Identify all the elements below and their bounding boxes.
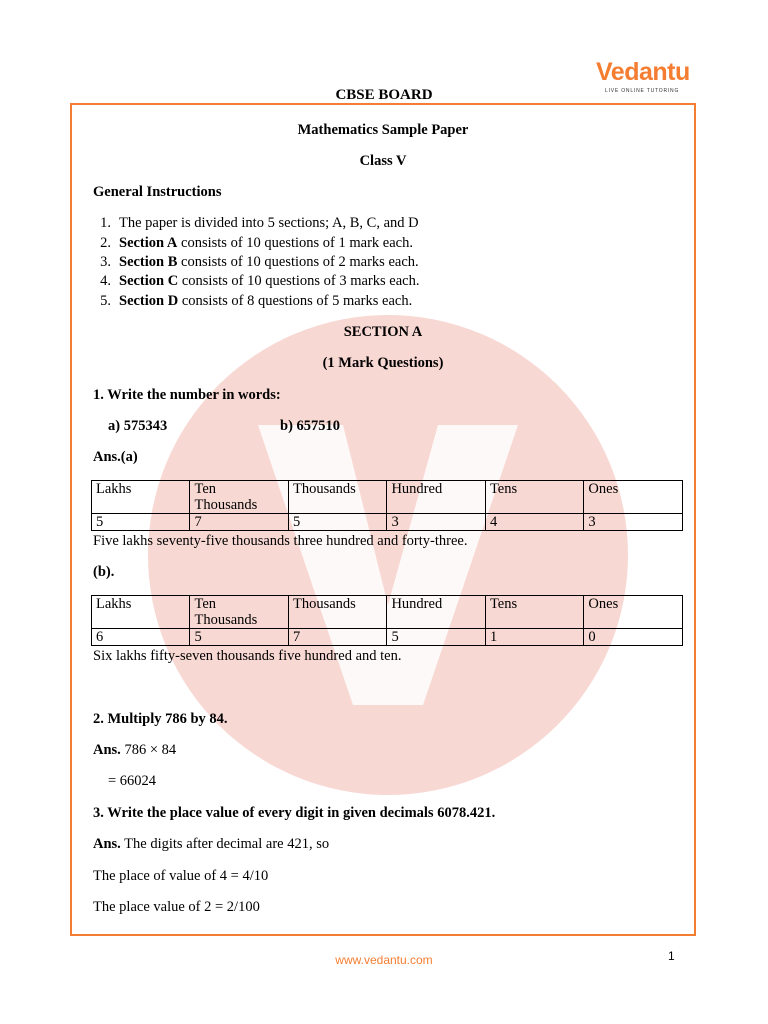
table-cell: 3 xyxy=(584,514,683,531)
table-row xyxy=(92,514,683,531)
answer-2: Ans. 786 × 84 xyxy=(93,742,177,758)
table-cell: Tens xyxy=(485,481,583,514)
answer-b-label: (b). xyxy=(93,564,115,580)
answer-3-line-1: The place of value of 4 = 4/10 xyxy=(93,868,269,884)
table-cell: Hundred xyxy=(387,596,485,629)
table-cell: 7 xyxy=(288,629,386,646)
instruction-item: 3. Section B consists of 10 questions of 2 marks each. xyxy=(100,254,419,270)
table-row xyxy=(92,629,683,646)
logo-tagline: LIVE ONLINE TUTORING xyxy=(605,88,680,94)
instruction-item: 4. Section C consists of 10 questions of 3 marks each. xyxy=(100,273,420,289)
answer-2-result: = 66024 xyxy=(108,773,157,789)
table-cell: Lakhs xyxy=(92,481,190,514)
table-cell: Lakhs xyxy=(92,596,190,629)
question-2: 2. Multiply 786 by 84. xyxy=(93,711,228,727)
footer-url: www.vedantu.com xyxy=(335,953,433,967)
table-cell: Tens xyxy=(485,596,583,629)
question-1-part-a: a) 575343 xyxy=(108,418,168,434)
table-cell: 3 xyxy=(387,514,485,531)
board-title: CBSE BOARD xyxy=(335,87,433,103)
question-1: 1. Write the number in words: xyxy=(93,387,281,403)
table-cell: Hundred xyxy=(387,481,485,514)
table-cell: 5 xyxy=(92,514,190,531)
table-cell: 5 xyxy=(190,629,288,646)
page-number: 1 xyxy=(668,949,675,963)
table-cell: 6 xyxy=(92,629,190,646)
question-1-part-b: b) 657510 xyxy=(280,418,341,434)
table-header-row xyxy=(92,481,683,514)
section-subtitle: (1 Mark Questions) xyxy=(322,355,444,371)
instructions-heading: General Instructions xyxy=(93,184,222,200)
page-content xyxy=(72,105,694,934)
table-cell: 5 xyxy=(387,629,485,646)
table-cell: Ten Thousands xyxy=(190,481,288,514)
paper-title: Mathematics Sample Paper xyxy=(297,122,469,138)
section-title: SECTION A xyxy=(343,324,423,340)
answer-3: Ans. The digits after decimal are 421, so xyxy=(93,836,330,852)
page-frame xyxy=(70,103,696,936)
table-cell: Ten Thousands xyxy=(190,596,288,629)
table-header-row xyxy=(92,596,683,629)
table-cell: 7 xyxy=(190,514,288,531)
instruction-item: 1. The paper is divided into 5 sections; A, B, C, and D xyxy=(100,215,419,231)
instruction-item: 5. Section D consists of 8 questions of 5 marks each. xyxy=(100,293,413,309)
answer-a-words: Five lakhs seventy-five thousands three hundred and forty-three. xyxy=(93,533,468,549)
question-3: 3. Write the place value of every digit in given decimals 6078.421. xyxy=(93,805,496,821)
table-cell: 0 xyxy=(584,629,683,646)
table-cell: 4 xyxy=(485,514,583,531)
table-cell: Thousands xyxy=(288,481,386,514)
table-cell: 5 xyxy=(288,514,386,531)
class-label: Class V xyxy=(359,153,407,169)
place-value-table-a xyxy=(91,480,683,531)
instruction-item: 2. Section A consists of 10 questions of 1 mark each. xyxy=(100,235,413,251)
place-value-table-b xyxy=(91,595,683,646)
answer-b-words: Six lakhs fifty-seven thousands five hundred and ten. xyxy=(93,648,402,664)
table-cell: Ones xyxy=(584,481,683,514)
logo-wordmark: Vedantu xyxy=(596,58,690,86)
table-cell: Ones xyxy=(584,596,683,629)
table-cell: 1 xyxy=(485,629,583,646)
table-cell: Thousands xyxy=(288,596,386,629)
answer-3-line-2: The place value of 2 = 2/100 xyxy=(93,899,260,915)
answer-a-label: Ans.(a) xyxy=(93,449,138,465)
